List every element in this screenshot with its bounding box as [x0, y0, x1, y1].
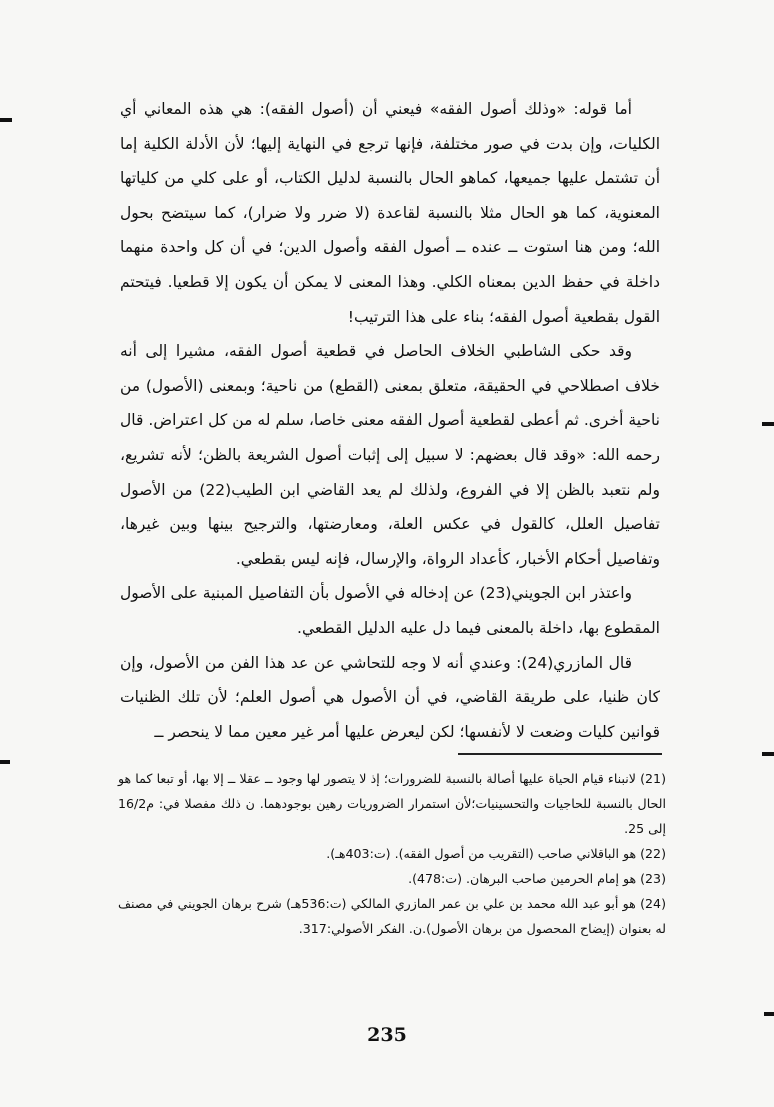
footnote: (21) لانبناء قيام الحياة عليها أصالة بالنسبة للضرورات؛ إذ لا يتصور لها وجود ــ عقلا ــ إلا بها، أو تبعا كما هو الحال بالنسبة للحاجيات والتحسينيات؛لأن استمرار الضروريات رهين بوجودهما. ن ذلك مفصلا في: م16/2 إلى 25.: [118, 771, 666, 836]
paragraph: أما قوله: «وذلك أصول الفقه» فيعني أن (أصول الفقه): هي هذه المعاني أي الكليات، وإن بدت في صور مختلفة، فإنها ترجع في النهاية إليها؛ لأن الأدلة الكلية إما أن تشتمل عليها جميعها، كماهو الحال بالنسبة لدليل الكتاب، أو على كلي من كلياتها المعنوية، كما هو الحال مثلا بالنسبة لقاعدة (لا ضرر ولا ضرار)، كما سيتضح بحول الله؛ ومن هنا استوت ــ عنده ــ أصول الفقه وأصول الدين؛ في أن كل واحدة منهما داخلة في حفظ الدين بمعناه الكلي. وهذا المعنى لا يمكن أن يكون إلا قطعيا. فيتحتم القول بقطعية أصول الفقه؛ بناء على هذا الترتيب!: [120, 100, 660, 326]
footnotes: [118, 766, 666, 941]
footnote: (23) هو إمام الحرمين صاحب البرهان. (ت:478).: [408, 871, 666, 886]
paragraph: وقد حكى الشاطبي الخلاف الحاصل في قطعية أصول الفقه، مشيرا إلى أنه خلاف اصطلاحي في الحقيقة، متعلق بمعنى (القطع) من ناحية؛ وبمعنى (الأصول) من ناحية أخرى. ثم أعطى لقطعية أصول الفقه معنى خاصا، سلم له من كل اعتراض. قال رحمه الله: «وقد قال بعضهم: لا سبيل إلى إثبات أصول الشريعة بالظن؛ لأنه تشريع، ولم نتعبد بالظن إلا في الفروع، ولذلك لم يعد القاضي ابن الطيب(22) من الأصول تفاصيل العلل، كالقول في عكس العلة، ومعارضتها، والترجيح بينها وبين غيرها، وتفاصيل أحكام الأخبار، كأعداد الرواة، والإرسال، فإنه ليس بقطعي.: [120, 342, 660, 568]
scan-edge-mark: [762, 422, 774, 426]
page-number: 235: [367, 1024, 407, 1046]
footnote-separator: [458, 753, 662, 755]
footnote: (24) هو أبو عبد الله محمد بن علي بن عمر المازري المالكي (ت:536هـ) شرح برهان الجويني في مصنف له بعنوان (إيضاح المحصول من برهان الأصول).ن. الفكر الأصولي:317.: [118, 896, 666, 936]
scan-edge-mark: [762, 752, 774, 756]
main-text: [120, 92, 660, 749]
paragraph: واعتذر ابن الجويني(23) عن إدخاله في الأصول بأن التفاصيل المبنية على الأصول المقطوع بها، داخلة بالمعنى فيما دل عليه الدليل القطعي.: [120, 584, 660, 637]
paragraph: قال المازري(24): وعندي أنه لا وجه للتحاشي عن عد هذا الفن من الأصول، وإن كان ظنيا، على طريقة القاضي، في أن الأصول هي أصول العلم؛ لأن تلك الظنيات قوانين كليات وضعت لا لأنفسها؛ لكن ليعرض عليها أمر غير معين مما لا ينحصر ــ: [120, 653, 660, 741]
scan-edge-mark: [0, 760, 10, 764]
scan-edge-mark: [764, 1012, 774, 1016]
scan-edge-mark: [0, 118, 12, 122]
footnote: (22) هو الباقلاني صاحب (التقريب من أصول الفقه). (ت:403هـ).: [326, 846, 666, 861]
